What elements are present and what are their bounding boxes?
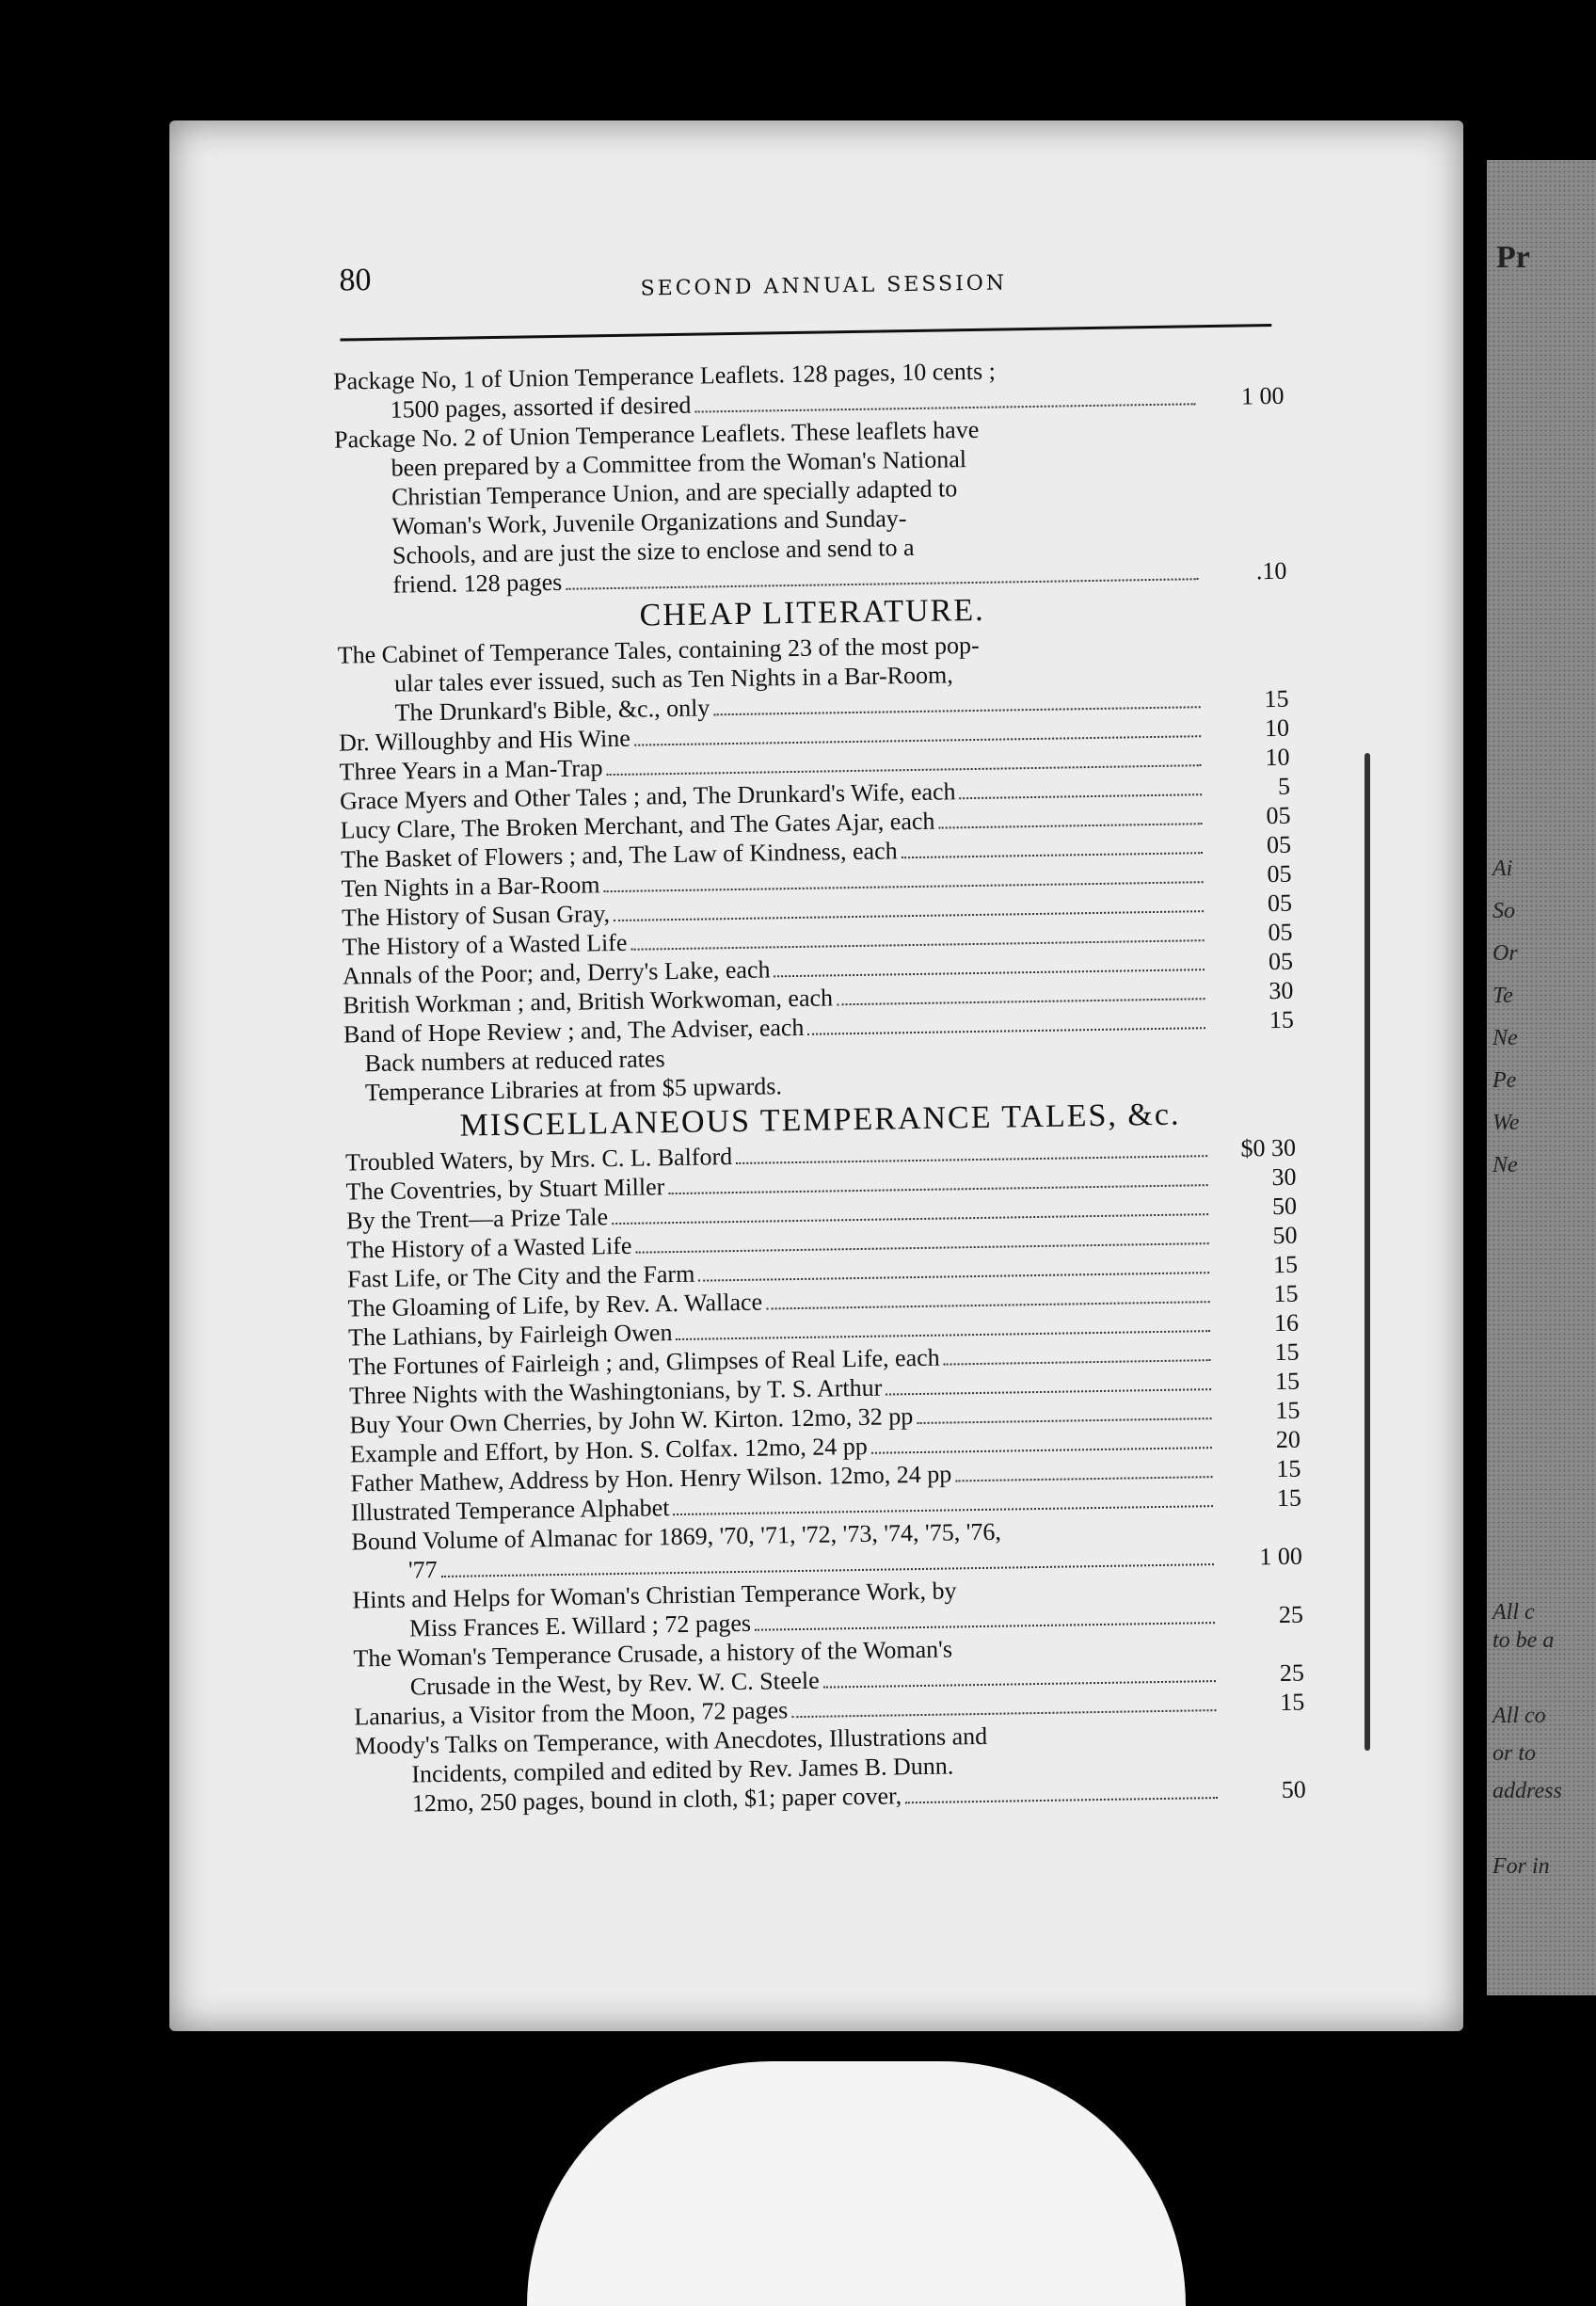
entry-line: Christian Temperance Union, and are specially adapted to — [391, 474, 958, 511]
entry-line: 12mo, 250 pages, bound in cloth, $1; paper cover, — [411, 1782, 902, 1818]
light-glare — [527, 2061, 1186, 2306]
entry-title: The Fortunes of Fairleigh ; and, Glimpses of Real Life, each — [348, 1343, 940, 1381]
section-heading: CHEAP LITERATURE. — [639, 592, 985, 633]
price: $0 30 — [1240, 1133, 1297, 1162]
dot-leader — [902, 852, 1203, 858]
entry-line: ular tales ever issued, such as Ten Nights in a Bar-Room, — [393, 661, 953, 697]
dot-leader — [871, 1447, 1212, 1454]
note: Temperance Libraries at from $5 upwards. — [364, 1072, 783, 1107]
entry-line: Package No. 2 of Union Temperance Leaflets. These leaflets have — [333, 415, 980, 454]
price: 50 — [1271, 1192, 1298, 1221]
price: 05 — [1266, 801, 1291, 830]
price: 15 — [1274, 1367, 1301, 1396]
dot-leader — [566, 578, 1198, 590]
entry-line: Bound Volume of Almanac for 1869, '70, '71, '72, '73, '74, '75, '76, — [351, 1517, 1002, 1556]
price: 15 — [1276, 1454, 1301, 1483]
list-item — [334, 410, 1287, 601]
entry-title: Ten Nights in a Bar-Room — [341, 871, 600, 903]
facing-page-letter: So — [1492, 899, 1515, 923]
entry-title: British Workman ; and, British Workwoman, each — [343, 984, 834, 1019]
facing-page-letter: Te — [1492, 984, 1513, 1008]
entry-title: Lucy Clare, The Broken Merchant, and The Gates Ajar, each — [340, 807, 935, 844]
dot-leader — [736, 1155, 1207, 1164]
dot-leader — [755, 1622, 1215, 1631]
price: 50 — [1281, 1775, 1306, 1803]
entry-line: Incidents, compiled and edited by Rev. James B. Dunn. — [411, 1752, 954, 1788]
price: 15 — [1275, 1396, 1301, 1425]
dot-leader — [774, 969, 1205, 977]
price: .10 — [1255, 556, 1287, 585]
dot-leader — [837, 998, 1205, 1005]
price: 05 — [1266, 830, 1292, 859]
binding-edge — [1365, 753, 1370, 1751]
entry-title: Fast Life, or The City and the Farm — [346, 1259, 695, 1293]
price: 25 — [1278, 1600, 1304, 1629]
entry-title: The Basket of Flowers ; and, The Law of Kindness, each — [340, 837, 898, 873]
entry-line: Moody's Talks on Temperance, with Anecdotes, Illustrations and — [354, 1721, 988, 1760]
dot-leader — [766, 1301, 1209, 1309]
price: 10 — [1265, 743, 1290, 772]
dot-leader — [823, 1680, 1216, 1689]
list-item — [337, 626, 1288, 729]
facing-page-letter: Or — [1492, 941, 1518, 966]
price: 05 — [1267, 859, 1292, 889]
entry-line: Package No, 1 of Union Temperance Leaflets. 128 pages, 10 cents ; — [332, 357, 997, 395]
section-heading: MISCELLANEOUS TEMPERANCE TALES, &c. — [459, 1097, 1181, 1144]
dot-leader — [713, 706, 1200, 715]
dot-leader — [886, 1388, 1211, 1395]
price: 16 — [1273, 1308, 1300, 1337]
facing-page-edge — [1487, 160, 1596, 1995]
entry-line: 1500 pages, assorted if desired — [390, 391, 692, 424]
cheap-literature-list — [339, 713, 1294, 1049]
price: 05 — [1268, 947, 1294, 976]
dot-leader — [791, 1709, 1216, 1718]
facing-page-letter: Ne — [1492, 1026, 1518, 1050]
facing-page-line: to be a — [1492, 1628, 1555, 1653]
page-number: 80 — [339, 262, 372, 298]
price: 1 00 — [1240, 381, 1285, 410]
entry-title: By the Trent—a Prize Tale — [345, 1203, 609, 1235]
price: 15 — [1264, 684, 1289, 713]
entry-title: The History of a Wasted Life — [342, 928, 628, 961]
misc-tales-list — [345, 1133, 1301, 1528]
facing-page-line: All c — [1492, 1600, 1535, 1625]
facing-page-letter: Ai — [1492, 857, 1513, 881]
entry-line: The Woman's Temperance Crusade, a history of the Woman's — [353, 1635, 953, 1673]
facing-page-line: All co — [1492, 1704, 1546, 1728]
entry-line: Woman's Work, Juvenile Organizations and Sunday- — [391, 504, 907, 540]
entry-title: Band of Hope Review ; and, The Adviser, each — [343, 1013, 805, 1049]
price: 25 — [1279, 1658, 1305, 1688]
dot-leader — [695, 403, 1196, 412]
price: 30 — [1271, 1162, 1297, 1192]
price-list — [333, 352, 1306, 1819]
list-item — [355, 1717, 1306, 1819]
entry-line: The Cabinet of Temperance Tales, containing 23 of the most pop- — [337, 631, 980, 669]
entry-title: Father Mathew, Address by Hon. Henry Wilson. 12mo, 24 pp — [350, 1460, 952, 1497]
entry-title: The History of Susan Gray, — [341, 900, 611, 932]
entry-title: Dr. Willoughby and His Wine — [338, 724, 631, 757]
entry-title: The Lathians, by Fairleigh Owen — [347, 1319, 673, 1352]
entry-title: The Coventries, by Stuart Miller — [345, 1173, 665, 1206]
dot-leader — [960, 793, 1203, 799]
dot-leader — [939, 823, 1203, 828]
facing-page-line: or to — [1492, 1741, 1537, 1766]
facing-page-line: address — [1492, 1779, 1562, 1803]
price: 30 — [1269, 976, 1294, 1005]
dot-leader — [698, 1272, 1209, 1282]
facing-page-heading: Pr — [1496, 240, 1530, 275]
price: 05 — [1267, 889, 1293, 918]
entry-title: Annals of the Poor; and, Derry's Lake, each — [342, 955, 771, 990]
facing-page-letter: Ne — [1492, 1153, 1518, 1177]
facing-page-line: For in — [1492, 1854, 1550, 1879]
price: 15 — [1280, 1688, 1305, 1717]
entry-title: Grace Myers and Other Tales ; and, The Drunkard's Wife, each — [339, 777, 956, 815]
entry-title: Illustrated Temperance Alphabet — [350, 1494, 670, 1527]
dot-leader — [808, 1027, 1206, 1035]
price: 20 — [1275, 1425, 1301, 1454]
entry-title: Three Years in a Man-Trap — [339, 754, 603, 786]
entry-line: been prepared by a Committee from the Woman's National — [391, 445, 967, 482]
price: 15 — [1274, 1337, 1300, 1367]
price: 50 — [1272, 1221, 1298, 1250]
entry-line: Crusade in the West, by Rev. W. C. Steele — [409, 1666, 820, 1701]
dot-leader — [677, 1330, 1211, 1340]
entry-line: Lanarius, a Visitor from the Moon, 72 pages — [354, 1696, 789, 1731]
entry-title: Buy Your Own Cherries, by John W. Kirton. 12mo, 32 pp — [349, 1402, 914, 1439]
entry-line: Hints and Helps for Woman's Christian Temperance Work, by — [352, 1577, 957, 1614]
facing-page-letter: We — [1492, 1111, 1520, 1135]
price: 10 — [1264, 713, 1290, 743]
entry-title: Example and Effort, by Hon. S. Colfax. 12mo, 24 pp — [349, 1432, 868, 1468]
entry-title: The Gloaming of Life, by Rev. A. Wallace — [347, 1288, 763, 1322]
running-title: SECOND ANNUAL SESSION — [640, 271, 1008, 301]
price: 5 — [1277, 772, 1291, 800]
price: 1 00 — [1259, 1542, 1303, 1571]
entry-line: Miss Frances E. Willard ; 72 pages — [408, 1609, 752, 1642]
dot-leader — [955, 1476, 1212, 1481]
price: 15 — [1273, 1279, 1299, 1308]
note: Back numbers at reduced rates — [364, 1045, 665, 1078]
entry-line: Schools, and are just the size to enclose and send to a — [391, 533, 915, 569]
dot-leader — [905, 1797, 1218, 1803]
price: 05 — [1268, 918, 1293, 947]
price: 15 — [1272, 1250, 1299, 1279]
price: 15 — [1276, 1483, 1302, 1513]
dot-leader — [917, 1417, 1211, 1424]
facing-page-letter: Pe — [1492, 1068, 1517, 1093]
entry-title: The History of a Wasted Life — [346, 1231, 632, 1264]
entry-line: '77 — [407, 1556, 438, 1584]
price: 15 — [1269, 1005, 1295, 1034]
entry-line: The Drunkard's Bible, &c., only — [394, 694, 710, 727]
entry-title: Troubled Waters, by Mrs. C. L. Balford — [344, 1143, 733, 1177]
dot-leader — [944, 1359, 1211, 1365]
entry-title: Three Nights with the Washingtonians, by T. S. Arthur — [348, 1373, 883, 1410]
entry-line: friend. 128 pages — [392, 568, 563, 599]
